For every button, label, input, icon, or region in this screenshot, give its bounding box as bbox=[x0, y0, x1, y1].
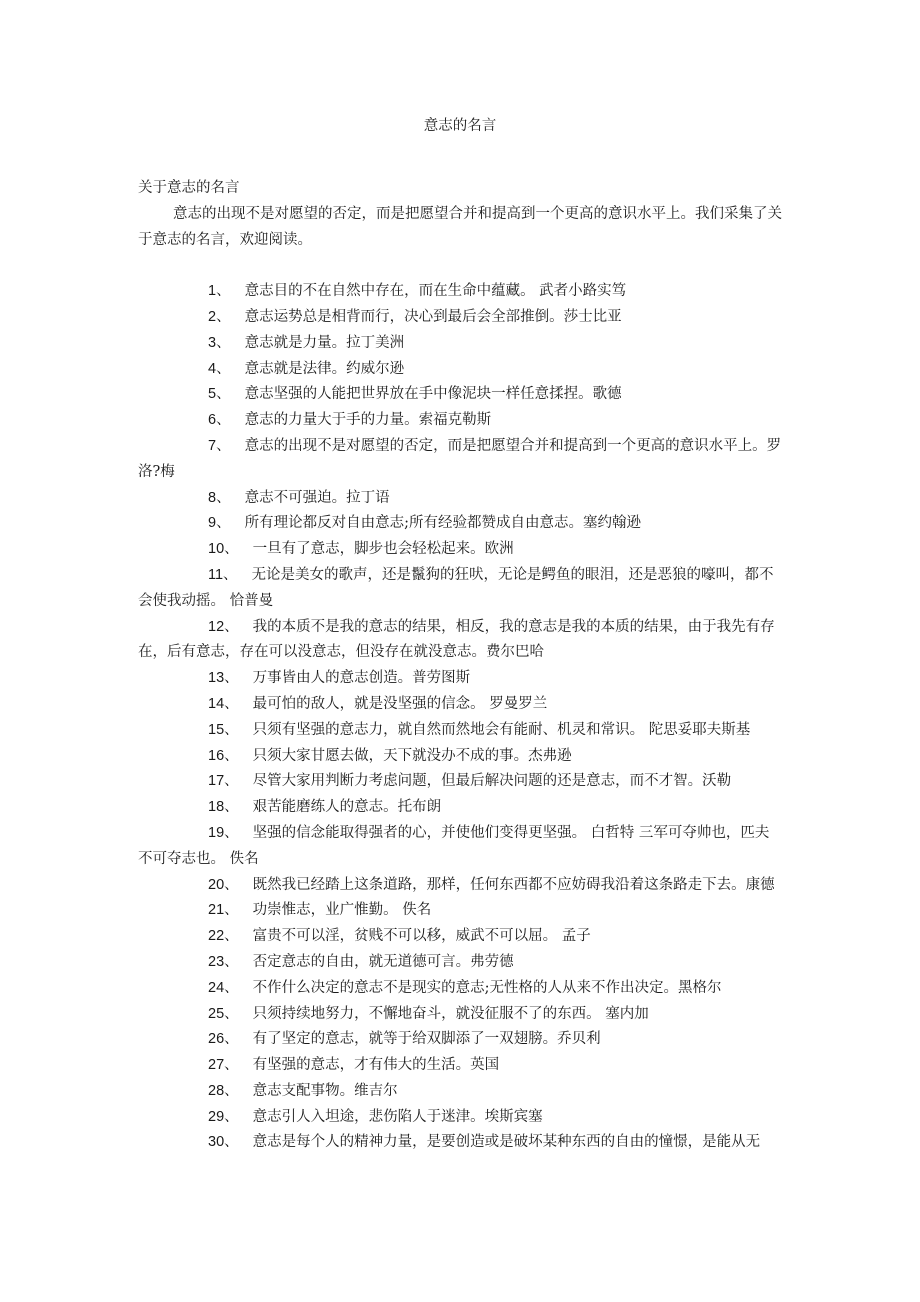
quote-number: 14、 bbox=[208, 695, 239, 712]
quote-number: 19、 bbox=[208, 824, 239, 841]
quote-text: 意志不可强迫。拉丁语 bbox=[244, 489, 390, 506]
quote-number: 17、 bbox=[208, 773, 239, 790]
quote-number: 9、 bbox=[208, 515, 231, 532]
quote-item bbox=[138, 666, 783, 692]
quote-number: 15、 bbox=[208, 721, 239, 738]
blank-line bbox=[138, 253, 783, 279]
quote-text: 无论是美女的歌声，还是鬣狗的狂吠，无论是鳄鱼的眼泪，还是恶狼的嚎叫，都不会使我动摇。 恰普曼 bbox=[138, 566, 774, 609]
quote-item bbox=[138, 1027, 783, 1053]
intro-paragraph: 意志的出现不是对愿望的否定，而是把愿望合并和提高到一个更高的意识水平上。我们采集了关于意志的名言，欢迎阅读。 bbox=[138, 205, 782, 248]
quote-item bbox=[138, 718, 783, 744]
quote-item bbox=[138, 1053, 783, 1079]
quote-number: 5、 bbox=[208, 386, 231, 403]
quote-text: 我的本质不是我的意志的结果，相反，我的意志是我的本质的结果，由于我先有存在，后有意志，存在可以没意志，但没存在就没意志。费尔巴哈 bbox=[138, 618, 775, 661]
quote-item bbox=[138, 357, 783, 383]
quote-text: 有坚强的意志，才有伟大的生活。英国 bbox=[252, 1057, 500, 1074]
quote-list bbox=[138, 279, 783, 1156]
quote-item bbox=[138, 537, 783, 563]
quote-text: 一旦有了意志，脚步也会轻松起来。欧洲 bbox=[252, 541, 514, 558]
quote-item bbox=[138, 511, 783, 537]
quote-number: 3、 bbox=[208, 334, 231, 351]
quote-number: 25、 bbox=[208, 1005, 239, 1022]
quote-text: 富贵不可以淫，贫贱不可以移，威武不可以屈。 孟子 bbox=[252, 928, 591, 945]
quote-text: 否定意志的自由，就无道德可言。弗劳德 bbox=[252, 953, 514, 970]
quote-number: 21、 bbox=[208, 902, 239, 919]
quote-item bbox=[138, 924, 783, 950]
quote-item bbox=[138, 563, 783, 615]
quote-text: 只须有坚强的意志力，就自然而然地会有能耐、机灵和常识。 陀思妥耶夫斯基 bbox=[252, 721, 751, 738]
quote-item bbox=[138, 873, 783, 899]
quote-item bbox=[138, 434, 783, 486]
quote-text: 意志目的不在自然中存在，而在生命中蕴藏。 武者小路实笃 bbox=[244, 283, 627, 300]
quote-number: 4、 bbox=[208, 360, 231, 377]
quote-number: 6、 bbox=[208, 412, 231, 429]
quote-text: 意志支配事物。维吉尔 bbox=[252, 1082, 398, 1099]
section-heading: 关于意志的名言 bbox=[138, 180, 240, 196]
quote-number: 22、 bbox=[208, 928, 239, 945]
quote-text: 意志就是力量。拉丁美洲 bbox=[244, 334, 405, 351]
quote-item bbox=[138, 331, 783, 357]
quote-text: 坚强的信念能取得强者的心，并使他们变得更坚强。 白哲特 三军可夺帅也，匹夫不可夺志也。 佚名 bbox=[138, 824, 770, 867]
quote-number: 23、 bbox=[208, 953, 239, 970]
document-title: 意志的名言 bbox=[423, 118, 497, 134]
quote-item bbox=[138, 1130, 783, 1156]
quote-text: 意志引人入坦途，悲伤陷人于迷津。埃斯宾塞 bbox=[252, 1108, 543, 1125]
quote-number: 10、 bbox=[208, 541, 239, 558]
document-body bbox=[138, 176, 783, 1156]
quote-text: 意志的力量大于手的力量。索福克勒斯 bbox=[244, 412, 492, 429]
quote-number: 26、 bbox=[208, 1031, 239, 1048]
quote-text: 意志就是法律。约威尔逊 bbox=[244, 360, 405, 377]
quote-text: 万事皆由人的意志创造。普劳图斯 bbox=[252, 670, 471, 687]
quote-item bbox=[138, 821, 783, 873]
quote-item bbox=[138, 1079, 783, 1105]
quote-text: 既然我已经踏上这条道路，那样，任何东西都不应妨碍我沿着这条路走下去。康德 bbox=[252, 876, 775, 893]
quote-number: 1、 bbox=[208, 283, 231, 300]
quote-text: 最可怕的敌人，就是没坚强的信念。 罗曼罗兰 bbox=[252, 695, 548, 712]
quote-item bbox=[138, 1105, 783, 1131]
quote-text: 意志的出现不是对愿望的否定，而是把愿望合并和提高到一个更高的意识水平上。罗洛?梅 bbox=[138, 437, 782, 480]
quote-number: 24、 bbox=[208, 979, 239, 996]
quote-item bbox=[138, 692, 783, 718]
quote-item bbox=[138, 305, 783, 331]
quote-item bbox=[138, 382, 783, 408]
quote-number: 20、 bbox=[208, 876, 239, 893]
quote-text: 艰苦能磨练人的意志。托布朗 bbox=[252, 799, 442, 816]
quote-number: 11、 bbox=[208, 566, 238, 583]
quote-item bbox=[138, 1002, 783, 1028]
quote-item bbox=[138, 950, 783, 976]
quote-item bbox=[138, 279, 783, 305]
quote-item bbox=[138, 615, 783, 667]
quote-number: 13、 bbox=[208, 670, 239, 687]
quote-number: 27、 bbox=[208, 1057, 239, 1074]
quote-text: 意志坚强的人能把世界放在手中像泥块一样任意揉捏。歌德 bbox=[244, 386, 622, 403]
quote-item bbox=[138, 795, 783, 821]
quote-text: 意志是每个人的精神力量，是要创造或是破坏某种东西的自由的憧憬，是能从无 bbox=[252, 1134, 761, 1151]
quote-text: 尽管大家用判断力考虑问题，但最后解决问题的还是意志，而不才智。沃勒 bbox=[252, 773, 732, 790]
quote-text: 功崇惟志，业广惟勤。 佚名 bbox=[252, 902, 432, 919]
quote-number: 30、 bbox=[208, 1134, 239, 1151]
quote-text: 只须大家甘愿去做，天下就没办不成的事。杰弗逊 bbox=[252, 747, 572, 764]
quote-item bbox=[138, 486, 783, 512]
quote-item bbox=[138, 408, 783, 434]
quote-number: 29、 bbox=[208, 1108, 239, 1125]
quote-number: 7、 bbox=[208, 437, 231, 454]
quote-item bbox=[138, 898, 783, 924]
quote-item bbox=[138, 769, 783, 795]
quote-text: 所有理论都反对自由意志;所有经验都赞成自由意志。塞约翰逊 bbox=[244, 515, 641, 532]
quote-number: 8、 bbox=[208, 489, 231, 506]
quote-number: 16、 bbox=[208, 747, 239, 764]
quote-text: 有了坚定的意志，就等于给双脚添了一双翅膀。乔贝利 bbox=[252, 1031, 601, 1048]
quote-number: 12、 bbox=[208, 618, 239, 635]
quote-text: 只须持续地努力，不懈地奋斗，就没征服不了的东西。 塞内加 bbox=[252, 1005, 649, 1022]
quote-item bbox=[138, 976, 783, 1002]
quote-number: 28、 bbox=[208, 1082, 239, 1099]
quote-number: 2、 bbox=[208, 308, 231, 325]
quote-item bbox=[138, 744, 783, 770]
quote-text: 意志运势总是相背而行，决心到最后会全部推倒。莎士比亚 bbox=[244, 308, 622, 325]
quote-number: 18、 bbox=[208, 799, 239, 816]
quote-text: 不作什么决定的意志不是现实的意志;无性格的人从来不作出决定。黑格尔 bbox=[252, 979, 722, 996]
